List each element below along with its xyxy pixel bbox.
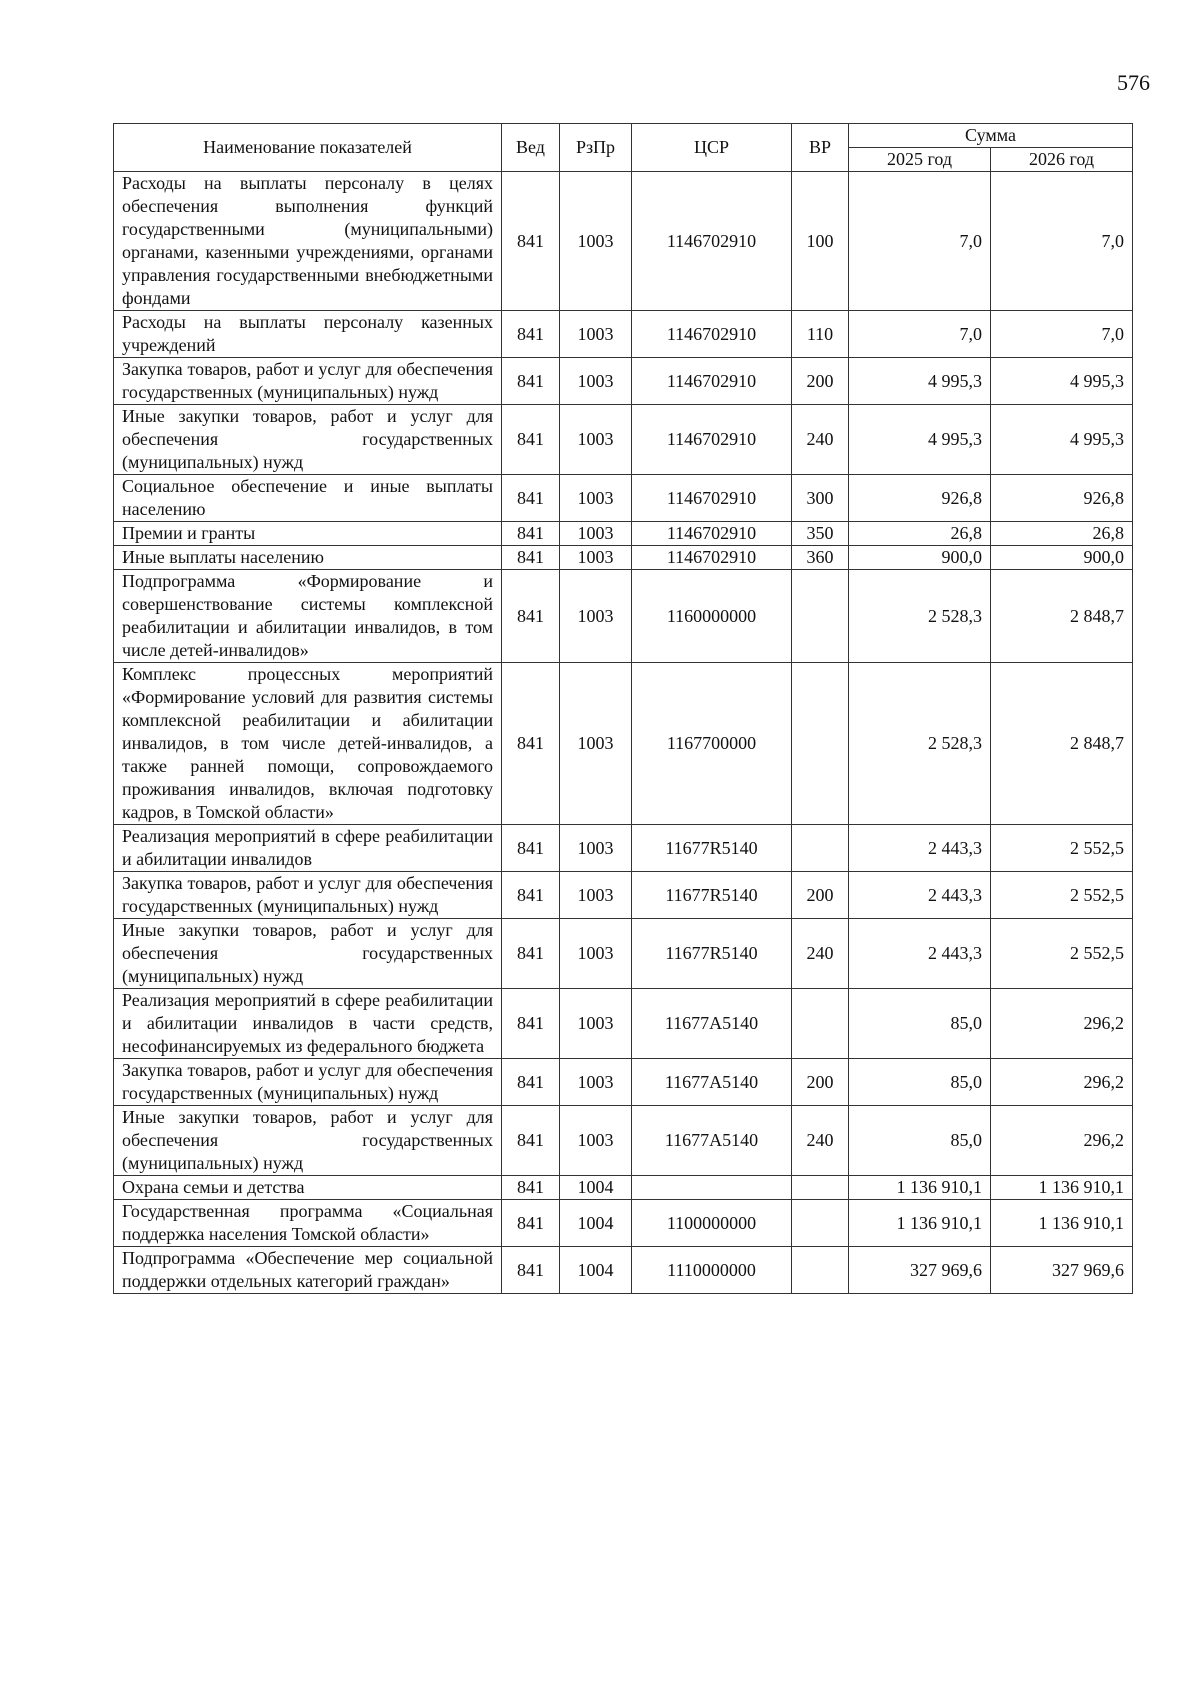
cell-vr: 240 bbox=[792, 919, 849, 989]
table-row bbox=[114, 311, 1133, 358]
table-row bbox=[114, 1059, 1133, 1106]
cell-csr: 1167700000 bbox=[632, 663, 792, 825]
cell-csr: 11677R5140 bbox=[632, 919, 792, 989]
table-row bbox=[114, 546, 1133, 570]
table-row bbox=[114, 825, 1133, 872]
cell-sum-2026: 327 969,6 bbox=[991, 1247, 1133, 1294]
cell-sum-2026: 296,2 bbox=[991, 1059, 1133, 1106]
cell-csr: 1146702910 bbox=[632, 358, 792, 405]
cell-vr bbox=[792, 1247, 849, 1294]
cell-vr: 110 bbox=[792, 311, 849, 358]
cell-rzpr: 1004 bbox=[560, 1200, 632, 1247]
cell-sum-2025: 2 443,3 bbox=[849, 825, 991, 872]
cell-csr bbox=[632, 1176, 792, 1200]
cell-sum-2026: 4 995,3 bbox=[991, 405, 1133, 475]
cell-vr bbox=[792, 989, 849, 1059]
cell-rzpr: 1003 bbox=[560, 311, 632, 358]
cell-ved: 841 bbox=[502, 663, 560, 825]
cell-vr: 360 bbox=[792, 546, 849, 570]
cell-csr: 11677A5140 bbox=[632, 1059, 792, 1106]
cell-sum-2025: 26,8 bbox=[849, 522, 991, 546]
cell-ved: 841 bbox=[502, 172, 560, 311]
cell-vr: 200 bbox=[792, 1059, 849, 1106]
cell-vr: 240 bbox=[792, 405, 849, 475]
cell-csr: 11677R5140 bbox=[632, 825, 792, 872]
cell-csr: 11677A5140 bbox=[632, 1106, 792, 1176]
cell-name: Комплекс процессных мероприятий «Формирование условий для развития системы комплексной реабилитации и абилитации инвалидов, в том числе детей-инвалидов, а также ранней помощи, сопровождаемого проживания инвалидов, включая подготовку кадров, в Томской области» bbox=[114, 663, 502, 825]
cell-ved: 841 bbox=[502, 825, 560, 872]
cell-name: Расходы на выплаты персоналу казенных учреждений bbox=[114, 311, 502, 358]
cell-sum-2025: 1 136 910,1 bbox=[849, 1176, 991, 1200]
cell-ved: 841 bbox=[502, 872, 560, 919]
cell-ved: 841 bbox=[502, 570, 560, 663]
cell-sum-2025: 2 443,3 bbox=[849, 872, 991, 919]
cell-rzpr: 1003 bbox=[560, 522, 632, 546]
cell-ved: 841 bbox=[502, 1059, 560, 1106]
cell-ved: 841 bbox=[502, 546, 560, 570]
cell-csr: 1146702910 bbox=[632, 311, 792, 358]
budget-table bbox=[113, 123, 1133, 1294]
cell-rzpr: 1003 bbox=[560, 825, 632, 872]
cell-name: Иные закупки товаров, работ и услуг для обеспечения государственных (муниципальных) нужд bbox=[114, 1106, 502, 1176]
cell-csr: 11677A5140 bbox=[632, 989, 792, 1059]
cell-name: Премии и гранты bbox=[114, 522, 502, 546]
cell-sum-2025: 327 969,6 bbox=[849, 1247, 991, 1294]
cell-sum-2026: 2 552,5 bbox=[991, 825, 1133, 872]
cell-rzpr: 1003 bbox=[560, 1059, 632, 1106]
cell-name: Охрана семьи и детства bbox=[114, 1176, 502, 1200]
table-body bbox=[114, 172, 1133, 1294]
table-row bbox=[114, 919, 1133, 989]
table-row bbox=[114, 475, 1133, 522]
cell-rzpr: 1003 bbox=[560, 989, 632, 1059]
cell-rzpr: 1003 bbox=[560, 405, 632, 475]
cell-ved: 841 bbox=[502, 919, 560, 989]
cell-sum-2026: 926,8 bbox=[991, 475, 1133, 522]
cell-name: Закупка товаров, работ и услуг для обеспечения государственных (муниципальных) нужд bbox=[114, 358, 502, 405]
cell-name: Подпрограмма «Обеспечение мер социальной поддержки отдельных категорий граждан» bbox=[114, 1247, 502, 1294]
cell-ved: 841 bbox=[502, 1176, 560, 1200]
cell-vr: 100 bbox=[792, 172, 849, 311]
cell-vr: 200 bbox=[792, 872, 849, 919]
cell-sum-2025: 900,0 bbox=[849, 546, 991, 570]
cell-csr: 1146702910 bbox=[632, 405, 792, 475]
cell-sum-2025: 2 528,3 bbox=[849, 570, 991, 663]
cell-name: Государственная программа «Социальная поддержка населения Томской области» bbox=[114, 1200, 502, 1247]
cell-sum-2025: 926,8 bbox=[849, 475, 991, 522]
table-row bbox=[114, 570, 1133, 663]
cell-sum-2025: 1 136 910,1 bbox=[849, 1200, 991, 1247]
table-row bbox=[114, 1200, 1133, 1247]
cell-sum-2025: 7,0 bbox=[849, 311, 991, 358]
cell-sum-2025: 2 528,3 bbox=[849, 663, 991, 825]
cell-rzpr: 1003 bbox=[560, 872, 632, 919]
cell-sum-2026: 7,0 bbox=[991, 311, 1133, 358]
cell-vr: 350 bbox=[792, 522, 849, 546]
cell-rzpr: 1004 bbox=[560, 1247, 632, 1294]
page-number: 576 bbox=[1117, 70, 1150, 95]
cell-csr: 1146702910 bbox=[632, 546, 792, 570]
header-sum: Сумма bbox=[849, 124, 1133, 148]
cell-ved: 841 bbox=[502, 1200, 560, 1247]
cell-csr: 1100000000 bbox=[632, 1200, 792, 1247]
cell-name: Подпрограмма «Формирование и совершенствование системы комплексной реабилитации и абилитации инвалидов, в том числе детей-инвалидов» bbox=[114, 570, 502, 663]
table-row bbox=[114, 522, 1133, 546]
cell-vr bbox=[792, 1200, 849, 1247]
cell-sum-2025: 85,0 bbox=[849, 1106, 991, 1176]
cell-name: Реализация мероприятий в сфере реабилитации и абилитации инвалидов bbox=[114, 825, 502, 872]
cell-name: Иные выплаты населению bbox=[114, 546, 502, 570]
cell-sum-2026: 900,0 bbox=[991, 546, 1133, 570]
table-row bbox=[114, 405, 1133, 475]
cell-ved: 841 bbox=[502, 475, 560, 522]
header-year-2026: 2026 год bbox=[991, 148, 1133, 172]
cell-name: Иные закупки товаров, работ и услуг для обеспечения государственных (муниципальных) нужд bbox=[114, 919, 502, 989]
cell-rzpr: 1003 bbox=[560, 1106, 632, 1176]
cell-csr: 11677R5140 bbox=[632, 872, 792, 919]
cell-vr bbox=[792, 570, 849, 663]
cell-sum-2026: 1 136 910,1 bbox=[991, 1200, 1133, 1247]
cell-sum-2026: 296,2 bbox=[991, 989, 1133, 1059]
table-row bbox=[114, 1176, 1133, 1200]
cell-rzpr: 1004 bbox=[560, 1176, 632, 1200]
cell-ved: 841 bbox=[502, 1106, 560, 1176]
cell-vr bbox=[792, 825, 849, 872]
cell-vr bbox=[792, 663, 849, 825]
table-row bbox=[114, 1106, 1133, 1176]
cell-rzpr: 1003 bbox=[560, 475, 632, 522]
cell-sum-2026: 7,0 bbox=[991, 172, 1133, 311]
table-row bbox=[114, 358, 1133, 405]
cell-sum-2026: 2 848,7 bbox=[991, 663, 1133, 825]
cell-name: Закупка товаров, работ и услуг для обеспечения государственных (муниципальных) нужд bbox=[114, 872, 502, 919]
cell-sum-2026: 1 136 910,1 bbox=[991, 1176, 1133, 1200]
table-row bbox=[114, 1247, 1133, 1294]
table-row bbox=[114, 989, 1133, 1059]
table-row bbox=[114, 663, 1133, 825]
header-rzpr: РзПр bbox=[560, 124, 632, 172]
header-csr: ЦСР bbox=[632, 124, 792, 172]
cell-rzpr: 1003 bbox=[560, 663, 632, 825]
cell-sum-2026: 296,2 bbox=[991, 1106, 1133, 1176]
cell-vr bbox=[792, 1176, 849, 1200]
cell-vr: 300 bbox=[792, 475, 849, 522]
cell-sum-2026: 2 552,5 bbox=[991, 919, 1133, 989]
cell-name: Социальное обеспечение и иные выплаты населению bbox=[114, 475, 502, 522]
cell-sum-2026: 4 995,3 bbox=[991, 358, 1133, 405]
cell-rzpr: 1003 bbox=[560, 172, 632, 311]
cell-rzpr: 1003 bbox=[560, 358, 632, 405]
cell-ved: 841 bbox=[502, 311, 560, 358]
cell-csr: 1146702910 bbox=[632, 475, 792, 522]
cell-sum-2026: 2 552,5 bbox=[991, 872, 1133, 919]
table-row bbox=[114, 872, 1133, 919]
cell-csr: 1110000000 bbox=[632, 1247, 792, 1294]
header-vr: ВР bbox=[792, 124, 849, 172]
cell-name: Закупка товаров, работ и услуг для обеспечения государственных (муниципальных) нужд bbox=[114, 1059, 502, 1106]
cell-sum-2025: 85,0 bbox=[849, 1059, 991, 1106]
table-row bbox=[114, 172, 1133, 311]
cell-rzpr: 1003 bbox=[560, 570, 632, 663]
cell-ved: 841 bbox=[502, 358, 560, 405]
cell-sum-2026: 26,8 bbox=[991, 522, 1133, 546]
cell-csr: 1146702910 bbox=[632, 172, 792, 311]
cell-sum-2025: 4 995,3 bbox=[849, 358, 991, 405]
cell-ved: 841 bbox=[502, 522, 560, 546]
cell-ved: 841 bbox=[502, 989, 560, 1059]
cell-name: Реализация мероприятий в сфере реабилитации и абилитации инвалидов в части средств, несофинансируемых из федерального бюджета bbox=[114, 989, 502, 1059]
header-year-2025: 2025 год bbox=[849, 148, 991, 172]
cell-rzpr: 1003 bbox=[560, 919, 632, 989]
cell-name: Иные закупки товаров, работ и услуг для обеспечения государственных (муниципальных) нужд bbox=[114, 405, 502, 475]
header-ved: Вед bbox=[502, 124, 560, 172]
cell-vr: 200 bbox=[792, 358, 849, 405]
cell-sum-2025: 7,0 bbox=[849, 172, 991, 311]
cell-ved: 841 bbox=[502, 405, 560, 475]
cell-sum-2025: 2 443,3 bbox=[849, 919, 991, 989]
cell-sum-2026: 2 848,7 bbox=[991, 570, 1133, 663]
cell-csr: 1146702910 bbox=[632, 522, 792, 546]
cell-vr: 240 bbox=[792, 1106, 849, 1176]
cell-rzpr: 1003 bbox=[560, 546, 632, 570]
cell-name: Расходы на выплаты персоналу в целях обеспечения выполнения функций государственными (муниципальными) органами, казенными учреждениями, органами управления государственными внебюджетными фондами bbox=[114, 172, 502, 311]
cell-sum-2025: 85,0 bbox=[849, 989, 991, 1059]
cell-ved: 841 bbox=[502, 1247, 560, 1294]
cell-sum-2025: 4 995,3 bbox=[849, 405, 991, 475]
header-name: Наименование показателей bbox=[114, 124, 502, 172]
cell-csr: 1160000000 bbox=[632, 570, 792, 663]
